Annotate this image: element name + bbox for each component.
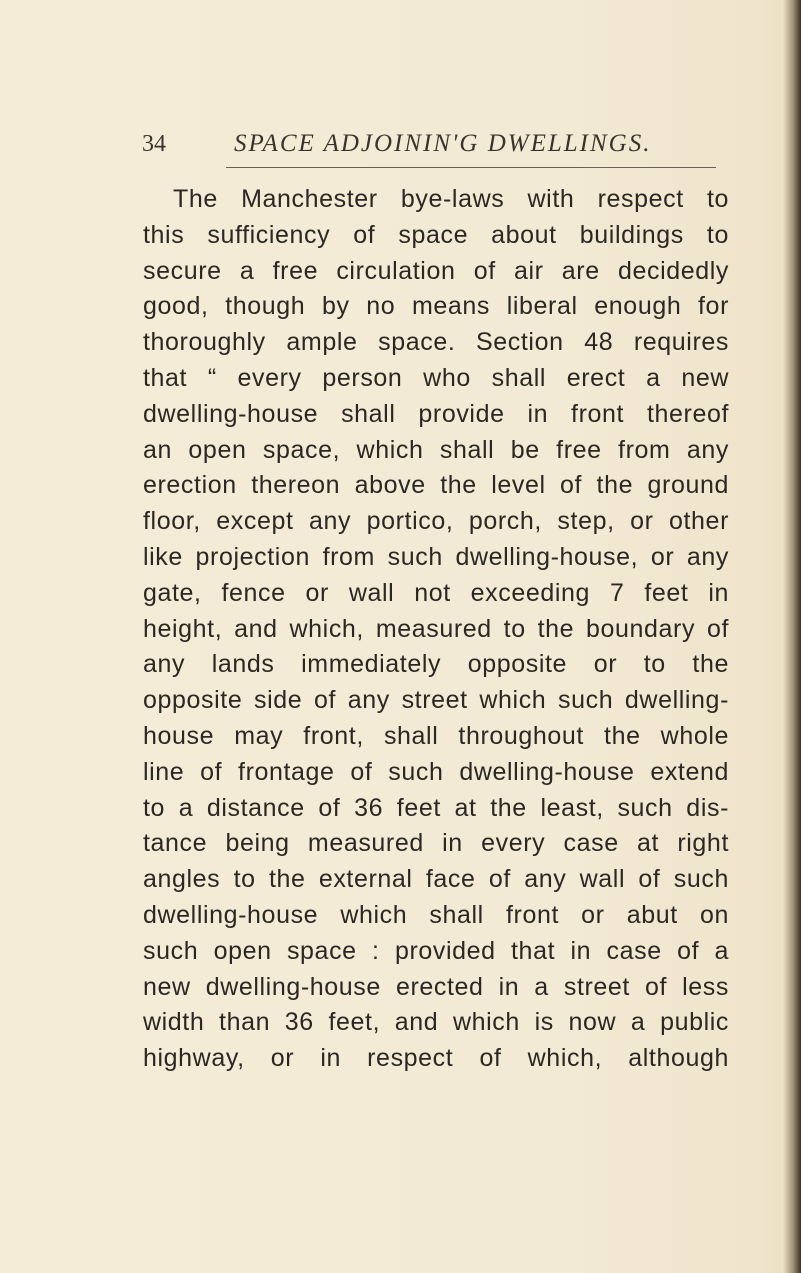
- body-paragraph: [143, 182, 729, 1077]
- text-line: thoroughly ample space. Section 48 requires: [143, 328, 729, 357]
- page-number: 34: [142, 131, 166, 157]
- text-line: floor, except any portico, porch, step, or other: [143, 507, 729, 536]
- text-line: like projection from such dwelling-house, or any: [143, 542, 729, 571]
- text-line: house may front, shall throughout the whole: [143, 721, 729, 750]
- text-line: any lands immediately opposite or to the: [143, 650, 729, 679]
- text-line: opposite side of any street which such dwelling-: [143, 686, 729, 715]
- text-line: good, though by no means liberal enough for: [143, 292, 729, 321]
- text-line: height, and which, measured to the boundary of: [143, 614, 729, 643]
- text-line: tance being measured in every case at right: [143, 829, 729, 858]
- text-line: gate, fence or wall not exceeding 7 feet in: [143, 578, 729, 607]
- text-line: line of frontage of such dwelling-house extend: [143, 757, 729, 786]
- text-line: width than 36 feet, and which is now a public: [143, 1008, 729, 1037]
- text-line: dwelling-house which shall front or abut on: [143, 900, 729, 929]
- header-rule: [226, 167, 716, 168]
- text-line: to a distance of 36 feet at the least, such dis-: [143, 793, 729, 822]
- page-edge-shadow: [783, 0, 801, 1273]
- text-line: such open space : provided that in case of a: [143, 936, 729, 965]
- text-line: an open space, which shall be free from any: [143, 435, 729, 464]
- running-head: [142, 128, 702, 160]
- text-line: secure a free circulation of air are decidedly: [143, 256, 729, 285]
- text-line: erection thereon above the level of the ground: [143, 471, 729, 500]
- text-line: this sufficiency of space about buildings to: [143, 220, 729, 249]
- text-line: The Manchester bye-laws with respect to: [173, 185, 729, 213]
- running-title: SPACE ADJOININ'G DWELLINGS.: [234, 130, 652, 157]
- text-line: highway, or in respect of which, although: [143, 1044, 729, 1073]
- text-line: new dwelling-house erected in a street of less: [143, 972, 729, 1001]
- text-line: angles to the external face of any wall of such: [143, 865, 729, 894]
- text-line: that “ every person who shall erect a new: [143, 363, 729, 392]
- text-line: dwelling-house shall provide in front thereof: [143, 399, 729, 428]
